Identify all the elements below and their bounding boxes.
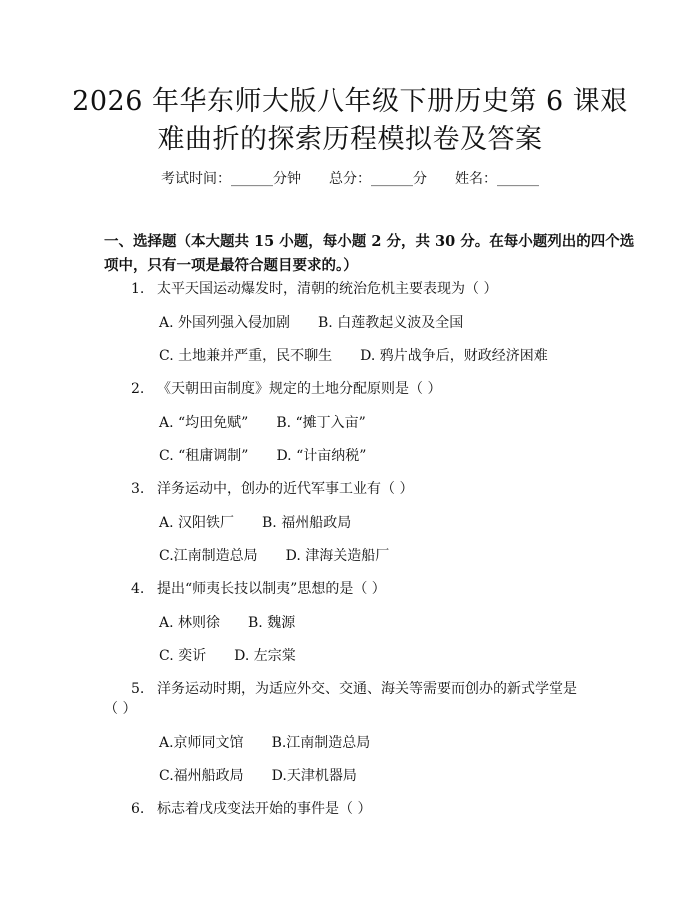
question-1-options-row-1 bbox=[159, 313, 463, 333]
question-1 bbox=[131, 279, 497, 299]
question-text: 洋务运动中，创办的近代军事工业有（ ） bbox=[157, 481, 414, 497]
exam-info-row bbox=[0, 169, 700, 189]
option-c[interactable]: C.江南制造总局 bbox=[159, 548, 258, 564]
question-5-options-row-1 bbox=[159, 733, 370, 753]
option-c[interactable]: C. “租庸调制” bbox=[159, 448, 249, 464]
option-b[interactable]: B.江南制造总局 bbox=[271, 735, 371, 751]
option-d[interactable]: D. “计亩纳税” bbox=[276, 448, 367, 464]
question-5-options-row-2 bbox=[159, 766, 357, 786]
option-d[interactable]: D. 左宗棠 bbox=[234, 648, 296, 664]
question-number: 2. bbox=[131, 381, 145, 397]
question-text: 《天朝田亩制度》规定的土地分配原则是（ ） bbox=[157, 381, 442, 397]
option-c[interactable]: C.福州船政局 bbox=[159, 768, 244, 784]
question-number: 6. bbox=[131, 801, 145, 817]
question-5 bbox=[131, 679, 577, 699]
option-b[interactable]: B. 福州船政局 bbox=[262, 515, 352, 531]
question-4 bbox=[131, 579, 386, 599]
option-a[interactable]: A. 汉阳铁厂 bbox=[159, 515, 235, 531]
question-text: 洋务运动时期，为适应外交、交通、海关等需要而创办的新式学堂是 bbox=[157, 681, 577, 697]
option-c[interactable]: C. 土地兼并严重，民不聊生 bbox=[159, 348, 333, 364]
question-2-options-row-1 bbox=[159, 413, 366, 433]
question-1-options-row-2 bbox=[159, 346, 548, 366]
option-d[interactable]: D.天津机器局 bbox=[271, 768, 357, 784]
section-heading-line-2: 项中，只有一项是最符合题目要求的。） bbox=[104, 257, 358, 274]
question-2 bbox=[131, 379, 441, 399]
exam-title-line-2: 难曲折的探索历程模拟卷及答案 bbox=[157, 124, 543, 155]
option-d[interactable]: D. 鸦片战争后，财政经济困难 bbox=[360, 348, 548, 364]
question-2-options-row-2 bbox=[159, 446, 366, 466]
student-name-field: 姓名：______ bbox=[455, 171, 539, 187]
question-text: 太平天国运动爆发时，清朝的统治危机主要表现为（ ） bbox=[157, 281, 498, 297]
option-a[interactable]: A. 外国列强入侵加剧 bbox=[159, 315, 291, 331]
option-a[interactable]: A. “均田免赋” bbox=[159, 415, 249, 431]
question-6 bbox=[131, 799, 371, 819]
total-score-field: 总分：______分 bbox=[329, 171, 427, 187]
question-3-options-row-1 bbox=[159, 513, 351, 533]
question-number: 5. bbox=[131, 681, 145, 697]
option-b[interactable]: B. 白莲教起义波及全国 bbox=[318, 315, 464, 331]
question-4-options-row-2 bbox=[159, 646, 296, 666]
option-b[interactable]: B. “摊丁入亩” bbox=[276, 415, 366, 431]
section-heading-line-1: 一、选择题（本大题共 15 小题，每小题 2 分，共 30 分。在每小题列出的四个选 bbox=[104, 233, 635, 250]
exam-time-field: 考试时间：______分钟 bbox=[161, 171, 301, 187]
question-text: 提出“师夷长技以制夷”思想的是（ ） bbox=[157, 581, 386, 597]
option-c[interactable]: C. 奕䜣 bbox=[159, 648, 207, 664]
question-5-continuation: （ ） bbox=[104, 701, 137, 717]
question-3 bbox=[131, 479, 413, 499]
question-number: 1. bbox=[131, 281, 145, 297]
option-d[interactable]: D. 津海关造船厂 bbox=[285, 548, 390, 564]
question-3-options-row-2 bbox=[159, 546, 389, 566]
question-number: 4. bbox=[131, 581, 145, 597]
option-a[interactable]: A. 林则徐 bbox=[159, 615, 221, 631]
question-number: 3. bbox=[131, 481, 145, 497]
question-text: 标志着戊戌变法开始的事件是（ ） bbox=[157, 801, 372, 817]
question-4-options-row-1 bbox=[159, 613, 295, 633]
option-b[interactable]: B. 魏源 bbox=[248, 615, 296, 631]
option-a[interactable]: A.京师同文馆 bbox=[159, 735, 244, 751]
exam-title-line-1: 2026 年华东师大版八年级下册历史第 6 课艰 bbox=[72, 86, 628, 117]
